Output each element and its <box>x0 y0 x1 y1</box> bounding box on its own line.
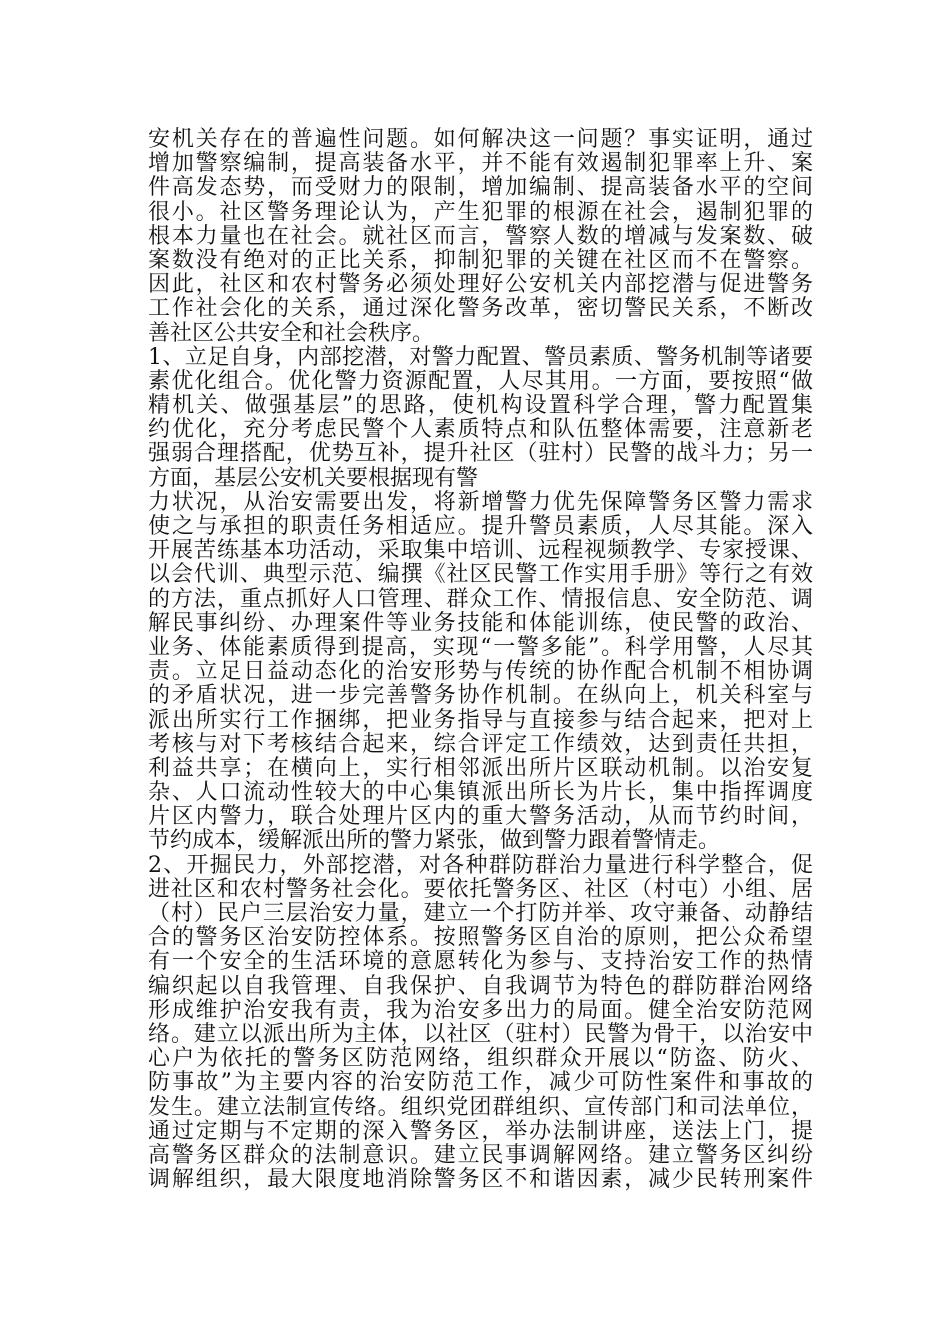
text-line: 使之与承担的职责任务相适应。提升警员素质，人尽其能。深入 <box>148 514 813 539</box>
text-line: 发生。建立法制宣传络。组织党团群组织、宣传部门和司法单位， <box>148 1094 813 1120</box>
text-line: 1、立足自身，内部挖潜，对警力配置、警员素质、警务机制等诸要 <box>148 344 813 370</box>
text-line: 进社区和农村警务社会化。要依托警务区、社区（村屯）小组、居 <box>148 876 813 902</box>
text-line: （村）民户三层治安力量，建立一个打防并举、攻守兼备、动静结 <box>148 901 813 926</box>
text-line: 案数没有绝对的正比关系，抑制犯罪的关键在社区而不在警察。 <box>148 247 813 273</box>
text-line: 络。建立以派出所为主体，以社区（驻村）民警为骨干，以治安中 <box>148 1021 813 1047</box>
text-line: 派出所实行工作捆绑，把业务指导与直接参与结合起来，把对上 <box>148 707 813 733</box>
text-line: 以会代训、典型示范、编撰《社区民警工作实用手册》等行之有效 <box>148 562 813 588</box>
text-line: 精机关、做强基层”的思路，使机构设置科学合理，警力配置集 <box>148 393 813 419</box>
text-line: 善社区公共安全和社会秩序。 <box>148 320 435 346</box>
text-line: 有一个安全的生活环境的意愿转化为参与、支持治安工作的热情 <box>148 949 813 975</box>
text-line: 高警务区群众的法制意识。建立民事调解网络。建立警务区纠纷 <box>148 1142 813 1168</box>
text-line: 考核与对下考核结合起来，综合评定工作绩效，达到责任共担， <box>148 731 813 757</box>
text-line: 安机关存在的普遍性问题。如何解决这一问题？事实证明，通过 <box>148 127 813 152</box>
text-line: 业务、体能素质得到提高，实现“一警多能”。科学用警，人尽其 <box>148 634 813 660</box>
text-line: 节约成本，缓解派出所的警力紧张，做到警力跟着警情走。 <box>148 828 721 854</box>
body-text <box>148 128 813 1192</box>
text-line: 根本力量也在社会。就社区而言，警察人数的增减与发案数、破 <box>148 223 813 249</box>
text-line: 件高发态势，而受财力的限制，增加编制、提高装备水平的空间 <box>148 175 813 201</box>
text-line: 杂、人口流动性较大的中心集镇派出所长为片长，集中指挥调度 <box>148 780 813 806</box>
text-line: 利益共享；在横向上，实行相邻派出所片区联动机制。以治安复 <box>148 755 813 781</box>
text-line: 方面，基层公安机关要根据现有警 <box>148 465 479 491</box>
text-line: 强弱合理搭配，优势互补，提升社区（驻村）民警的战斗力；另一 <box>148 441 813 467</box>
text-line: 合的警务区治安防控体系。按照警务区自治的原则，把公众希望 <box>148 925 813 951</box>
text-line: 的方法，重点抓好人口管理、群众工作、情报信息、安全防范、调 <box>148 586 813 612</box>
text-line: 片区内警力，联合处理片区内的重大警务活动，从而节约时间， <box>148 804 813 830</box>
text-line: 责。立足日益动态化的治安形势与传统的协作配合机制不相协调 <box>148 659 813 685</box>
text-line: 心户为依托的警务区防范网络，组织群众开展以“防盗、防火、 <box>148 1046 813 1072</box>
text-line: 调解组织，最大限度地消除警务区不和谐因素，减少民转刑案件 <box>148 1167 813 1193</box>
text-line: 工作社会化的关系，通过深化警务改革，密切警民关系，不断改 <box>148 296 813 322</box>
text-line: 形成维护治安我有责，我为治安多出力的局面。健全治安防范网 <box>148 997 813 1023</box>
text-line: 素优化组合。优化警力资源配置，人尽其用。一方面，要按照“做 <box>148 368 813 394</box>
text-line: 2、开掘民力，外部挖潜，对各种群防群治力量进行科学整合，促 <box>148 852 813 878</box>
text-line: 约优化，充分考虑民警个人素质特点和队伍整体需要，注意新老 <box>148 417 813 443</box>
text-line: 的矛盾状况，进一步完善警务协作机制。在纵向上，机关科室与 <box>148 683 813 709</box>
text-line: 增加警察编制，提高装备水平，并不能有效遏制犯罪率上升、案 <box>148 151 813 177</box>
text-line: 因此，社区和农村警务必须处理好公安机关内部挖潜与促进警务 <box>148 272 813 298</box>
text-line: 开展苦练基本功活动，采取集中培训、远程视频教学、专家授课、 <box>148 538 813 564</box>
text-line: 解民事纠纷、办理案件等业务技能和体能训练，使民警的政治、 <box>148 610 813 636</box>
text-line: 力状况，从治安需要出发，将新增警力优先保障警务区警力需求 <box>148 489 813 515</box>
text-line: 编织起以自我管理、自我保护、自我调节为特色的群防群治网络 <box>148 973 813 999</box>
text-line: 很小。社区警务理论认为，产生犯罪的根源在社会，遏制犯罪的 <box>148 199 813 225</box>
text-line: 防事故”为主要内容的治安防范工作，减少可防性案件和事故的 <box>148 1070 813 1096</box>
text-line: 通过定期与不定期的深入警务区，举办法制讲座，送法上门，提 <box>148 1118 813 1144</box>
